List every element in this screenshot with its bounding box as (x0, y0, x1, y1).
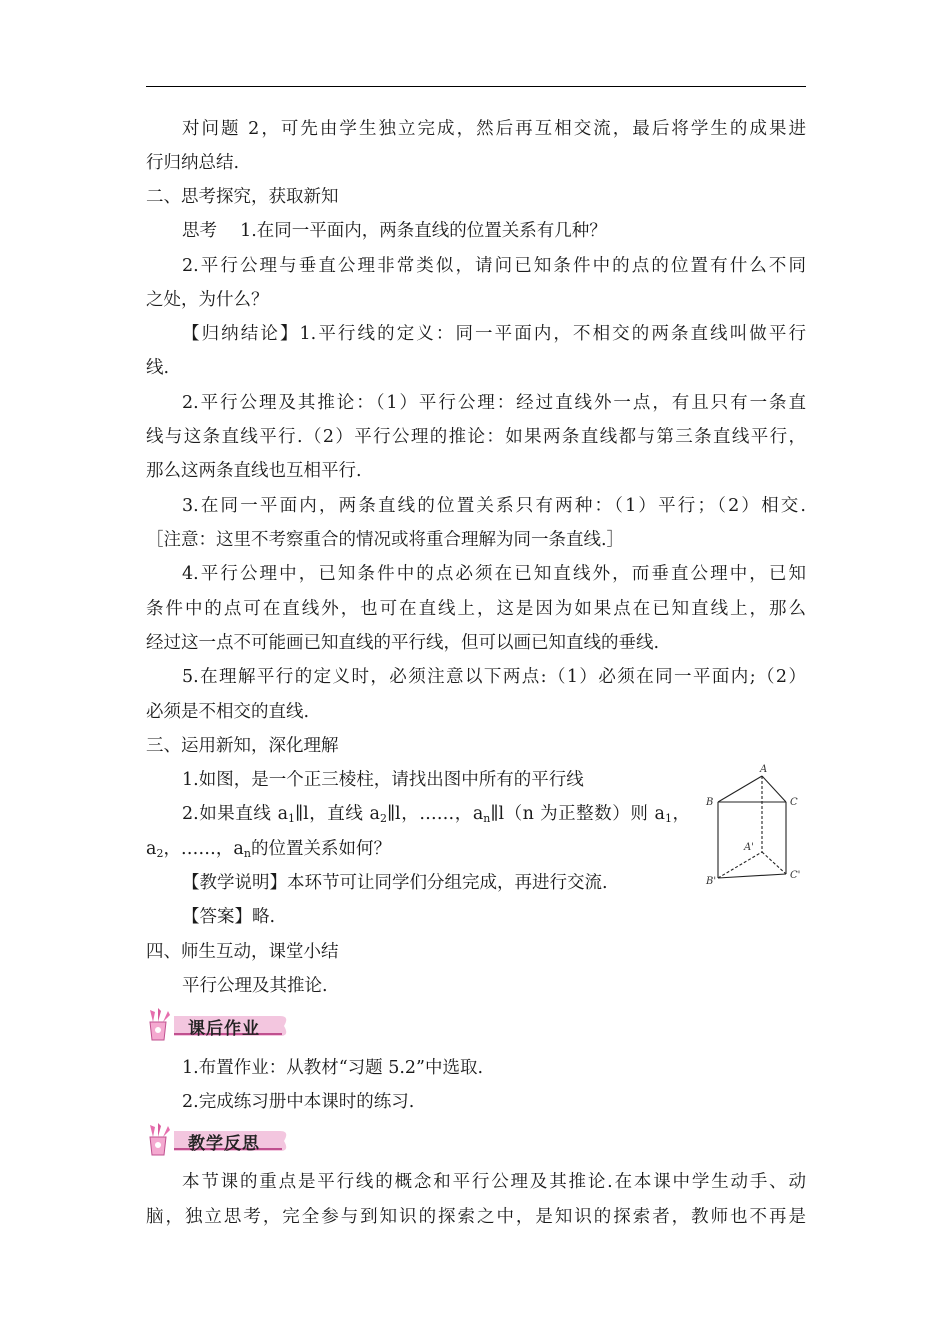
prism-figure (702, 762, 810, 888)
pencil-cup-icon (150, 1123, 170, 1155)
paragraph-line: $a_2$，……，$a_n$的位置关系如何？ (146, 839, 391, 860)
paragraph-line: 经过这一点不可能画已知直线的平行线，但可以画已知直线的垂线. (146, 633, 660, 653)
paragraph-line: 2.如果直线 $a_1\parallel l$，直线 $a_2\parallel l$，……，$a_n\parallel l(n$ 为正整数）则 $a_1$， (182, 804, 690, 825)
vertex-label: A' (744, 842, 754, 853)
paragraph-line: 脑，独立思考，完全参与到知识的探索之中，是知识的探索者，教师也不再是 (146, 1207, 806, 1227)
paragraph-line: 那么这两条直线也互相平行. (146, 461, 362, 481)
paragraph-line: 线与这条直线平行.（2）平行公理的推论：如果两条直线都与第三条直线平行， (146, 427, 806, 447)
paragraph-line: 条件中的点可在直线外，也可在直线上，这是因为如果点在已知直线上，那么 (146, 599, 806, 619)
paragraph-line: 之处，为什么？ (146, 290, 269, 310)
homework-banner (144, 1008, 294, 1044)
vertex-label: A (760, 764, 768, 775)
vertex-label: B (706, 797, 714, 808)
vertex-label: C' (790, 870, 801, 881)
section-heading: 四、师生互动，课堂小结 (146, 942, 339, 962)
paragraph-line: 1.布置作业：从教材“习题 5.2”中选取. (182, 1058, 484, 1078)
paragraph-line: 【答案】略. (182, 907, 276, 927)
paragraph-line: 对问题 2，可先由学生独立完成，然后再互相交流，最后将学生的成果进 (182, 119, 806, 139)
paragraph-line: 本节课的重点是平行线的概念和平行公理及其推论.在本课中学生动手、动 (182, 1172, 806, 1192)
paragraph-line: 2.平行公理及其推论：（1）平行公理：经过直线外一点，有且只有一条直 (182, 393, 806, 413)
paragraph-line: 5.在理解平行的定义时，必须注意以下两点:（1）必须在同一平面内;（2） (182, 667, 806, 687)
paragraph-line: ［注意：这里不考察重合的情况或将重合理解为同一条直线.］ (146, 530, 625, 550)
reflection-title: 教学反思 (188, 1134, 260, 1154)
homework-title: 课后作业 (188, 1019, 260, 1039)
paragraph-line: 行归纳总结. (146, 153, 240, 173)
paragraph-line: 1.如图，是一个正三棱柱，请找出图中所有的平行线 (182, 770, 584, 790)
vertex-label: B' (706, 876, 717, 887)
paragraph-line: 3.在同一平面内，两条直线的位置关系只有两种：（1）平行；（2）相交. (182, 496, 806, 516)
pencil-cup-icon (150, 1008, 170, 1040)
paragraph-line: 【归纳结论】1.平行线的定义：同一平面内，不相交的两条直线叫做平行 (182, 324, 806, 344)
paragraph-line: 2.平行公理与垂直公理非常类似，请问已知条件中的点的位置有什么不同 (182, 256, 806, 276)
section-heading: 三、运用新知，深化理解 (146, 736, 339, 756)
paragraph-line: 思考 1.在同一平面内，两条直线的位置关系有几种？ (182, 221, 607, 241)
section-heading: 二、思考探究，获取新知 (146, 187, 339, 207)
paragraph-line: 必须是不相交的直线. (146, 702, 310, 722)
paragraph-line: 4.平行公理中，已知条件中的点必须在已知直线外，而垂直公理中，已知 (182, 564, 806, 584)
paragraph-line: 【教学说明】本环节可让同学们分组完成，再进行交流. (182, 873, 608, 893)
paragraph-line: 平行公理及其推论. (182, 976, 328, 996)
paragraph-line: 2.完成练习册中本课时的练习. (182, 1092, 415, 1112)
vertex-label: C (790, 797, 798, 808)
reflection-banner (144, 1123, 294, 1159)
header-rule (146, 86, 806, 87)
paragraph-line: 线. (146, 358, 170, 378)
